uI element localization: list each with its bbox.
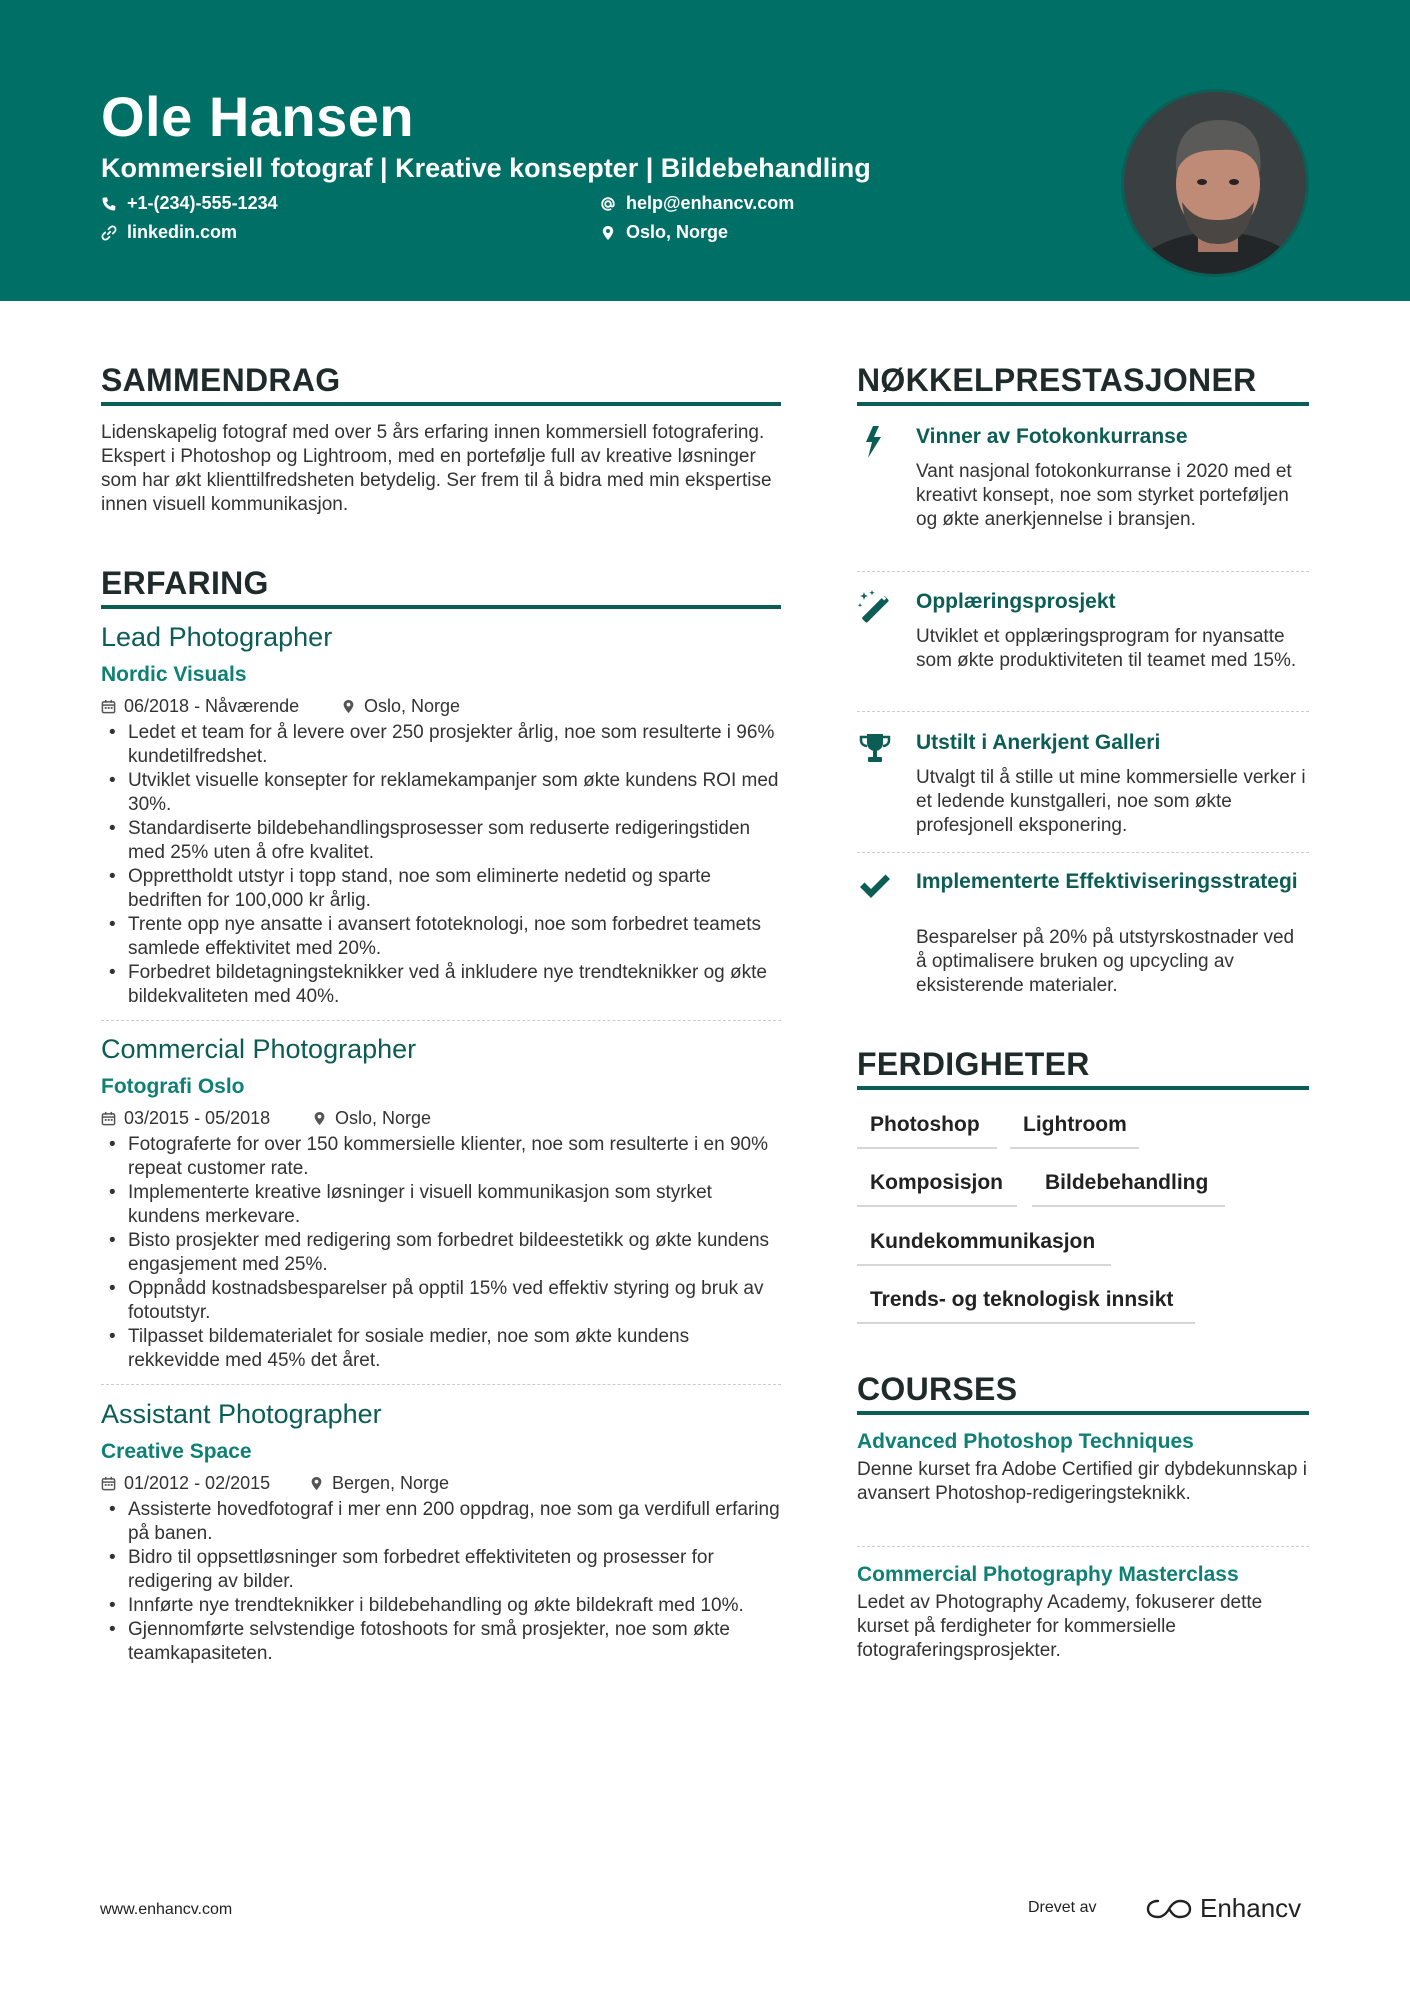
achievement-desc: Utvalgt til å stille ut mine kommersielle verker i et ledende kunstgalleri, noe som økte profesjonell eksponering. — [916, 767, 1306, 836]
skill-tag: Lightroom — [1023, 1113, 1127, 1136]
job-bullets — [101, 1498, 781, 1666]
skill-underline — [857, 1205, 1017, 1207]
job-meta — [101, 1473, 781, 1494]
achievements-heading: NØKKELPRESTASJONER — [857, 362, 1257, 398]
courses-rule — [857, 1411, 1309, 1415]
bullet-item: • Opprettholdt utstyr i topp stand, noe som eliminerte nedetid og sparte bedriften for 100,000 kr årlig. — [101, 865, 781, 913]
linkedin-contact[interactable] — [101, 222, 237, 243]
location-contact — [600, 222, 728, 243]
job-location: Oslo, Norge — [364, 696, 461, 716]
header-banner — [0, 0, 1410, 301]
job-dates: 03/2015 - 05/2018 — [124, 1108, 271, 1128]
achievement-desc: Besparelser på 20% på utstyrskostnader ved å optimalisere bruken og upcycling av eksisterende materialer. — [916, 927, 1295, 996]
job-title: Lead Photographer — [101, 622, 333, 652]
location-pin-icon — [600, 225, 616, 241]
skill-underline — [857, 1147, 997, 1149]
email-text: help@enhancv.com — [626, 193, 795, 213]
job-location: Oslo, Norge — [335, 1108, 432, 1128]
job-company[interactable]: Fotografi Oslo — [101, 1075, 245, 1098]
skill-underline — [1010, 1147, 1139, 1149]
course-desc: Denne kurset fra Adobe Certified gir dybdekunnskap i avansert Photoshop-redigeringsteknikk. — [857, 1459, 1307, 1504]
bullet-item: • Innførte nye trendteknikker i bildebehandling og økte bildekraft med 10%. — [101, 1594, 781, 1618]
headline: Kommersiell fotograf | Kreative konsepter | Bildebehandling — [101, 153, 871, 183]
skills-rule — [857, 1086, 1309, 1090]
linkedin-text: linkedin.com — [127, 222, 238, 242]
footer-website[interactable]: www.enhancv.com — [100, 1901, 233, 1918]
checkmark-icon — [857, 869, 893, 905]
calendar-icon — [101, 1111, 116, 1126]
job-meta — [101, 696, 781, 717]
achievement-item — [857, 730, 1309, 840]
location-pin-icon — [341, 699, 356, 714]
bullet-item: • Utviklet visuelle konsepter for reklamekampanjer som økte kundens ROI med 30%. — [101, 769, 781, 817]
at-sign-icon — [600, 196, 616, 212]
location-pin-icon — [309, 1476, 324, 1491]
bullet-item: • Tilpasset bildematerialet for sosiale medier, noe som økte kundens rekkevidde med 45% det året. — [101, 1325, 781, 1373]
bullet-item: • Fotograferte for over 150 kommersielle klienter, noe som resulterte i en 90% repeat customer rate. — [101, 1133, 781, 1181]
skill-underline — [857, 1322, 1195, 1324]
bullet-item: • Assisterte hovedfotograf i mer enn 200 oppdrag, noe som ga verdifull erfaring på banen. — [101, 1498, 781, 1546]
skill-tag: Kundekommunikasjon — [870, 1230, 1096, 1253]
skills-heading: FERDIGHETER — [857, 1046, 1090, 1082]
courses-heading: COURSES — [857, 1371, 1018, 1407]
divider — [857, 852, 1309, 853]
job-dates: 06/2018 - Nåværende — [124, 696, 300, 716]
achievement-title: Implementerte Effektiviseringsstrategi — [916, 870, 1298, 893]
skill-tag: Trends- og teknologisk innsikt — [870, 1288, 1174, 1311]
job-entry — [101, 1034, 781, 1373]
summary-text: Lidenskapelig fotograf med over 5 års erfaring innen kommersiell fotografering. Ekspert i Photoshop og Lightroom, med en portefølje full av kreative løsninger som har økt klienttilfredsheten betydelig. Ser frem til å bidra med min ekspertise innen visuell kommunikasjon. — [101, 422, 772, 515]
footer-brand[interactable] — [1146, 1893, 1301, 1924]
phone-text: +1-(234)-555-1234 — [127, 193, 278, 213]
bullet-item: • Gjennomførte selvstendige fotoshoots for små prosjekter, noe som økte teamkapasiteten. — [101, 1618, 781, 1666]
achievement-desc: Utviklet et opplæringsprogram for nyansatte som økte produktiviteten til teamet med 15%. — [916, 626, 1297, 671]
achievement-item — [857, 869, 1309, 1009]
divider — [857, 1546, 1309, 1547]
divider — [101, 1020, 781, 1021]
location-text: Oslo, Norge — [626, 222, 729, 242]
bullet-item: • Oppnådd kostnadsbesparelser på opptil 15% ved effektiv styring og bruk av fotoutstyr. — [101, 1277, 781, 1325]
phone-contact[interactable] — [101, 193, 278, 214]
job-dates: 01/2012 - 02/2015 — [124, 1473, 271, 1493]
link-icon — [101, 225, 117, 241]
divider — [857, 711, 1309, 712]
phone-icon — [101, 196, 117, 212]
summary-rule — [101, 402, 781, 406]
job-location: Bergen, Norge — [332, 1473, 450, 1493]
summary-heading: SAMMENDRAG — [101, 362, 341, 398]
magic-wand-icon — [857, 589, 893, 625]
achievement-item — [857, 589, 1309, 699]
bullet-item: • Forbedret bildetagningsteknikker ved å inkludere nye trendteknikker og økte bildekvaliteten med 40%. — [101, 961, 781, 1009]
bullet-item: • Standardiserte bildebehandlingsprosesser som reduserte redigeringstiden med 25% uten å ofre kvalitet. — [101, 817, 781, 865]
bullet-item: • Bidro til oppsettløsninger som forbedret effektiviteten og prosesser for redigering av bilder. — [101, 1546, 781, 1594]
profile-photo — [1121, 89, 1309, 277]
skill-underline — [857, 1264, 1111, 1266]
experience-rule — [101, 605, 781, 609]
bullet-item: • Trente opp nye ansatte i avansert fototeknologi, noe som forbedret teamets samlede effektivitet med 20%. — [101, 913, 781, 961]
skill-underline — [1032, 1205, 1225, 1207]
achievements-rule — [857, 402, 1309, 406]
bullet-item: • Implementerte kreative løsninger i visuell kommunikasjon som styrket kundens merkevare. — [101, 1181, 781, 1229]
skill-tag: Photoshop — [870, 1113, 980, 1136]
divider — [101, 1384, 781, 1385]
skill-tag: Komposisjon — [870, 1171, 1004, 1194]
job-entry — [101, 1399, 781, 1666]
achievement-item — [857, 424, 1309, 559]
job-meta — [101, 1108, 781, 1129]
bullet-item: • Ledet et team for å levere over 250 prosjekter årlig, noe som resulterte i 96% kundetilfredshet. — [101, 721, 781, 769]
experience-heading: ERFARING — [101, 565, 269, 601]
course-title: Advanced Photoshop Techniques — [857, 1430, 1194, 1453]
job-bullets — [101, 721, 781, 1009]
enhancv-logo-icon — [1146, 1897, 1192, 1921]
skill-tag: Bildebehandling — [1045, 1171, 1209, 1194]
calendar-icon — [101, 699, 116, 714]
course-desc: Ledet av Photography Academy, fokuserer dette kurset på ferdigheter for kommersielle fotograferingsprosjekter. — [857, 1592, 1263, 1661]
footer-powered-by: Drevet av — [1028, 1899, 1097, 1916]
footer-brand-name: Enhancv — [1200, 1893, 1302, 1923]
job-company[interactable]: Creative Space — [101, 1440, 252, 1463]
calendar-icon — [101, 1476, 116, 1491]
job-bullets — [101, 1133, 781, 1373]
job-title: Commercial Photographer — [101, 1034, 417, 1064]
job-entry — [101, 622, 781, 1009]
location-pin-icon — [312, 1111, 327, 1126]
job-company[interactable]: Nordic Visuals — [101, 663, 247, 686]
achievement-title: Utstilt i Anerkjent Galleri — [916, 731, 1161, 754]
course-title: Commercial Photography Masterclass — [857, 1563, 1239, 1586]
candidate-name: Ole Hansen — [101, 85, 415, 148]
achievement-desc: Vant nasjonal fotokonkurranse i 2020 med et kreativt konsept, noe som styrket porteføljen og økte anerkjennelse i bransjen. — [916, 461, 1292, 530]
achievement-title: Vinner av Fotokonkurranse — [916, 425, 1188, 448]
divider — [857, 571, 1309, 572]
lightning-icon — [857, 424, 893, 460]
bullet-item: • Bisto prosjekter med redigering som forbedret bildeestetikk og økte kundens engasjement med 25%. — [101, 1229, 781, 1277]
job-title: Assistant Photographer — [101, 1399, 382, 1429]
email-contact[interactable] — [600, 193, 794, 214]
achievement-title: Opplæringsprosjekt — [916, 590, 1116, 613]
trophy-icon — [857, 730, 893, 766]
